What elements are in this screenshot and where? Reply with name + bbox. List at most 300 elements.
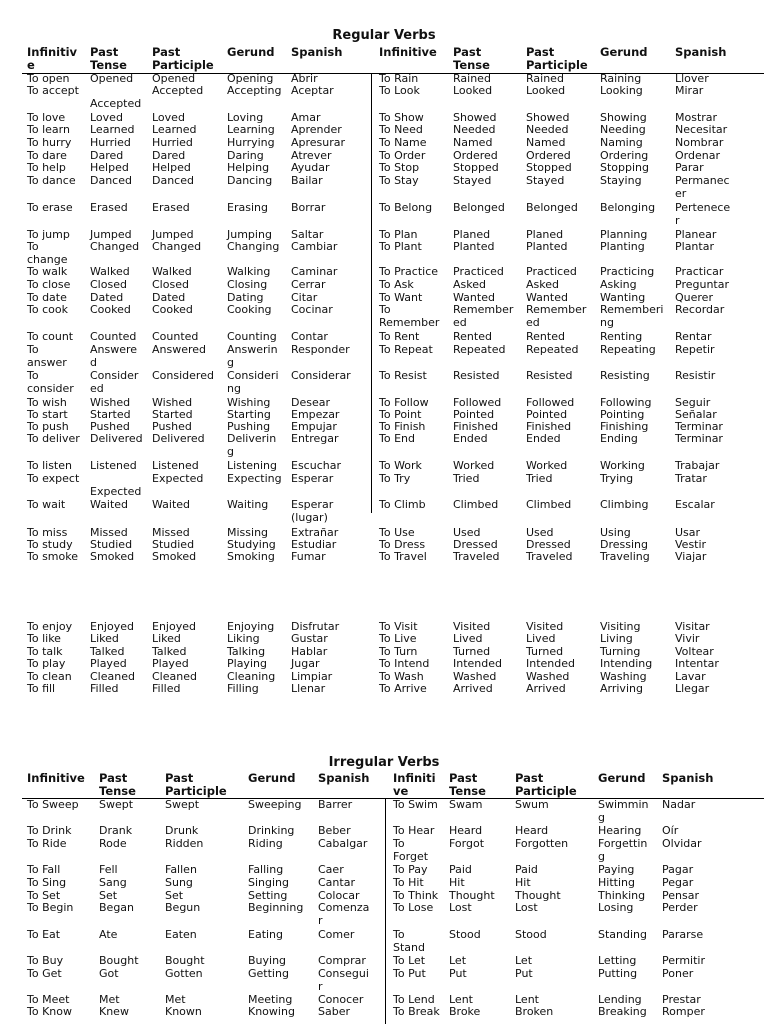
regular-left-row-cell: Counted <box>90 330 137 343</box>
regular-right-row-cell: Remember ed <box>526 303 587 329</box>
header-left-past-participle: Past Participle <box>152 45 214 72</box>
irregular-left-row-cell: Set <box>99 889 118 902</box>
regular-left-row-cell: To jump <box>27 228 70 241</box>
regular-right-row-cell: Dressed <box>526 538 571 551</box>
regular-left-row-cell: Atrever <box>291 149 332 162</box>
regular-right-row-cell: Finished <box>453 420 499 433</box>
header-left-gerund: Gerund <box>227 45 275 59</box>
regular-right-row-cell: Señalar <box>675 408 717 421</box>
regular-left-row-cell: Jumping <box>227 228 272 241</box>
irregular-right-row-cell: Let <box>449 954 467 967</box>
regular-left-row-cell: Abrir <box>291 72 318 85</box>
regular-right-row-cell: Using <box>600 526 631 539</box>
regular-right-row-cell: To Plan <box>379 228 418 241</box>
regular-left-row-cell: Desear <box>291 396 330 409</box>
regular-left-row-cell: To accept <box>27 84 79 97</box>
regular-left-row-cell: Opening <box>227 72 274 85</box>
regular-left-row-cell: Cerrar <box>291 278 326 291</box>
regular-right-row-cell: Named <box>453 136 493 149</box>
regular-left-row-cell: Learning <box>227 123 275 136</box>
regular-right-row-cell: Llegar <box>675 682 710 695</box>
header-left-spanish: Spanish <box>291 45 343 59</box>
regular-right-row-cell: Showed <box>453 111 497 124</box>
regular-right-row-cell: Living <box>600 632 633 645</box>
regular-right-row-cell: Traveled <box>526 550 573 563</box>
regular-right-row-cell: Ordenar <box>675 149 720 162</box>
regular-left-row-cell: Jugar <box>291 657 320 670</box>
irregular-right-row-cell: Lending <box>598 993 642 1006</box>
regular-left-row-cell: Expected <box>152 472 204 485</box>
regular-right-row-cell: Dressing <box>600 538 648 551</box>
regular-left-row-cell: Hurried <box>152 136 193 149</box>
regular-left-row-cell: Amar <box>291 111 321 124</box>
regular-left-row-cell: Dared <box>90 149 124 162</box>
regular-right-row-cell: Looking <box>600 84 643 97</box>
regular-right-row-cell: Belonged <box>453 201 505 214</box>
regular-left-row-cell: Contar <box>291 330 328 343</box>
regular-right-row-cell: Tratar <box>675 472 707 485</box>
regular-left-row-cell: Filled <box>152 682 181 695</box>
regular-left-row-cell: Closed <box>152 278 189 291</box>
regular-left-row-cell: To help <box>27 161 66 174</box>
regular-right-row-cell: Rained <box>526 72 564 85</box>
irregular-right-row-cell: Thought <box>515 889 561 902</box>
regular-left-row-cell: Hurrying <box>227 136 275 149</box>
irregular-header-right-past-tense: Past Tense <box>449 771 486 798</box>
regular-right-row-cell: Looked <box>453 84 493 97</box>
irregular-right-row-cell: To Stand <box>393 928 425 954</box>
regular-left-row-cell: Considered <box>152 369 214 382</box>
regular-left-row-cell: To open <box>27 72 70 85</box>
regular-right-row-cell: Ended <box>453 432 488 445</box>
irregular-right-row-cell: To Hit <box>393 876 424 889</box>
irregular-right-row-cell: To Let <box>393 954 426 967</box>
regular-left-row-cell: Considerar <box>291 369 351 382</box>
irregular-right-row-cell: Swum <box>515 798 549 811</box>
irregular-right-row-cell: Put <box>449 967 467 980</box>
regular-right-row-cell: Ended <box>526 432 561 445</box>
regular-left-row-cell: Helping <box>227 161 270 174</box>
irregular-left-row-cell: Comer <box>318 928 355 941</box>
regular-right-row-cell: Traveling <box>600 550 650 563</box>
irregular-right-row-cell: Lent <box>449 993 473 1006</box>
regular-right-row-cell: Turned <box>453 645 491 658</box>
irregular-right-row-cell: Forgot <box>449 837 485 850</box>
irregular-right-row-cell: Hit <box>515 876 531 889</box>
regular-right-row-cell: Necesitar <box>675 123 728 136</box>
regular-left-row-cell: Disfrutar <box>291 620 340 633</box>
irregular-left-row-cell: Conocer <box>318 993 364 1006</box>
regular-left-row-cell: Pushed <box>152 420 192 433</box>
regular-left-row-cell: Helped <box>90 161 129 174</box>
irregular-left-row-cell: Knew <box>99 1005 129 1018</box>
regular-right-row-cell: Pointing <box>600 408 645 421</box>
regular-left-row-cell: Waiting <box>227 498 269 511</box>
irregular-right-row-cell: Thinking <box>598 889 646 902</box>
irregular-left-row-cell: Barrer <box>318 798 353 811</box>
regular-right-row-cell: To Finish <box>379 420 426 433</box>
regular-left-row-cell: Answered <box>152 343 207 356</box>
regular-left-row-cell: Caminar <box>291 265 338 278</box>
regular-left-row-cell: Wished <box>152 396 193 409</box>
regular-right-row-cell: To Order <box>379 149 426 162</box>
regular-left-row-cell: Ayudar <box>291 161 330 174</box>
regular-left-row-cell: Talking <box>227 645 266 658</box>
irregular-right-row-cell: Stood <box>449 928 481 941</box>
regular-left-row-cell: Pushed <box>90 420 130 433</box>
regular-right-row-cell: Vestir <box>675 538 707 551</box>
regular-left-row-cell: Wished <box>90 396 131 409</box>
irregular-left-row-cell: Met <box>165 993 186 1006</box>
irregular-header-right-infinitive: Infiniti ve <box>393 771 436 798</box>
irregular-left-row-cell: To Get <box>27 967 62 980</box>
regular-right-row-cell: Working <box>600 459 645 472</box>
regular-left-row-cell: Danced <box>152 174 194 187</box>
irregular-left-row-cell: Sang <box>99 876 127 889</box>
regular-right-row-cell: Needed <box>526 123 569 136</box>
irregular-left-row-cell: Drunk <box>165 824 199 837</box>
irregular-right-row-cell: To Lend <box>393 993 435 1006</box>
irregular-left-row-cell: Eaten <box>165 928 197 941</box>
regular-right-row-cell: Rented <box>453 330 492 343</box>
irregular-right-row-cell: To Swim <box>393 798 438 811</box>
irregular-header-left-spanish: Spanish <box>318 771 370 785</box>
irregular-right-row-cell: Heard <box>515 824 549 837</box>
regular-right-row-cell: To Intend <box>379 657 430 670</box>
regular-right-row-cell: Climbed <box>453 498 499 511</box>
regular-right-row-cell: Showing <box>600 111 647 124</box>
regular-left-row-cell: Apresurar <box>291 136 346 149</box>
irregular-right-row-cell: To Lose <box>393 901 434 914</box>
regular-left-row-cell: Closing <box>227 278 268 291</box>
irregular-left-row-cell: Beber <box>318 824 351 837</box>
regular-left-row-cell: Delivered <box>90 432 143 445</box>
regular-right-row-cell: Needed <box>453 123 496 136</box>
regular-right-row-cell: To Stop <box>379 161 420 174</box>
regular-right-row-cell: Terminar <box>675 432 723 445</box>
regular-right-row-cell: To Look <box>379 84 420 97</box>
irregular-right-row-cell: Lost <box>449 901 472 914</box>
regular-right-row-cell: Pertenece r <box>675 201 731 227</box>
regular-left-row-cell: Cocinar <box>291 303 333 316</box>
regular-right-row-cell: Intending <box>600 657 653 670</box>
regular-right-row-cell: To Ask <box>379 278 414 291</box>
regular-right-row-cell: Permanec er <box>675 174 730 200</box>
regular-left-row-cell: Studied <box>90 538 133 551</box>
irregular-right-row-cell: Lent <box>515 993 539 1006</box>
regular-right-row-cell: Practiced <box>453 265 504 278</box>
regular-right-row-cell: Showed <box>526 111 570 124</box>
regular-left-row-cell: Pushing <box>227 420 271 433</box>
regular-right-row-cell: Staying <box>600 174 642 187</box>
regular-left-row-cell: To miss <box>27 526 68 539</box>
regular-left-row-cell: Jumped <box>90 228 132 241</box>
irregular-left-row-cell: Knowing <box>248 1005 295 1018</box>
regular-left-row-cell: Fumar <box>291 550 326 563</box>
irregular-left-row-cell: Met <box>99 993 120 1006</box>
regular-left-row-cell: Expecting <box>227 472 282 485</box>
header-right-infinitive: Infinitive <box>379 45 437 59</box>
regular-left-row-cell: Closed <box>90 278 127 291</box>
regular-right-row-cell: Repetir <box>675 343 715 356</box>
irregular-right-row-cell: To Pay <box>393 863 428 876</box>
irregular-left-row-cell: Begun <box>165 901 201 914</box>
regular-right-row-cell: Rememberi ng <box>600 303 664 329</box>
regular-left-row-cell: Wishing <box>227 396 271 409</box>
irregular-left-row-cell: Buying <box>248 954 287 967</box>
regular-right-row-cell: Preguntar <box>675 278 729 291</box>
regular-right-row-cell: To Need <box>379 123 423 136</box>
irregular-right-row-cell: Let <box>515 954 533 967</box>
regular-right-row-cell: Arrived <box>453 682 493 695</box>
regular-left-row-cell: Llenar <box>291 682 326 695</box>
regular-left-row-cell: Waited <box>152 498 191 511</box>
regular-right-row-cell: Terminar <box>675 420 723 433</box>
regular-left-row-cell: Loved <box>152 111 185 124</box>
regular-right-row-cell: Stayed <box>526 174 565 187</box>
regular-left-row-cell: Erasing <box>227 201 268 214</box>
irregular-right-row-cell: To Put <box>393 967 426 980</box>
regular-right-row-cell: Used <box>526 526 554 539</box>
regular-left-row-cell: Listening <box>227 459 277 472</box>
irregular-right-row-cell: Oír <box>662 824 679 837</box>
regular-left-row-cell: To dance <box>27 174 76 187</box>
regular-right-row-cell: Plantar <box>675 240 714 253</box>
regular-left-row-cell: Escuchar <box>291 459 341 472</box>
irregular-right-row-cell: Paying <box>598 863 635 876</box>
irregular-right-row-cell: Losing <box>598 901 634 914</box>
regular-right-row-cell: Planting <box>600 240 645 253</box>
regular-right-row-cell: To Work <box>379 459 422 472</box>
irregular-left-row-cell: To Drink <box>27 824 72 837</box>
header-right-past-participle: Past Participle <box>526 45 588 72</box>
regular-left-row-cell: To count <box>27 330 74 343</box>
regular-right-row-cell: Planted <box>526 240 568 253</box>
regular-left-row-cell: Limpiar <box>291 670 333 683</box>
regular-right-row-cell: Renting <box>600 330 643 343</box>
regular-left-row-cell: Danced <box>90 174 132 187</box>
regular-right-row-cell: Wanting <box>600 291 646 304</box>
regular-left-row-cell: Smoking <box>227 550 275 563</box>
regular-right-row-cell: Usar <box>675 526 701 539</box>
irregular-right-row-cell: Breaking <box>598 1005 647 1018</box>
regular-right-row-cell: To Travel <box>379 550 427 563</box>
regular-left-row-cell: Started <box>152 408 193 421</box>
regular-left-row-cell: Cooked <box>152 303 193 316</box>
irregular-right-row-cell: Pegar <box>662 876 694 889</box>
regular-right-row-cell: Turned <box>526 645 564 658</box>
header-right-gerund: Gerund <box>600 45 648 59</box>
regular-left-row-cell: To cook <box>27 303 68 316</box>
regular-right-row-cell: To Resist <box>379 369 427 382</box>
regular-right-row-cell: Recordar <box>675 303 725 316</box>
regular-right-row-cell: Repeated <box>526 343 579 356</box>
regular-left-row-cell: Cleaned <box>90 670 135 683</box>
regular-right-row-cell: Arriving <box>600 682 643 695</box>
irregular-left-row-cell: Rode <box>99 837 127 850</box>
regular-left-row-cell: Esperar (lugar) <box>291 498 334 524</box>
regular-right-row-cell: Following <box>600 396 652 409</box>
regular-left-row-cell: Answere d <box>90 343 138 369</box>
irregular-left-row-cell: Ate <box>99 928 118 941</box>
regular-right-row-cell: Nombrar <box>675 136 724 149</box>
irregular-left-row-cell: To Know <box>27 1005 72 1018</box>
irregular-left-row-cell: Got <box>99 967 119 980</box>
regular-left-row-cell: Played <box>90 657 127 670</box>
irregular-right-row-cell: Stood <box>515 928 547 941</box>
irregular-left-row-cell: To Meet <box>27 993 70 1006</box>
irregular-left-row-cell: Comprar <box>318 954 366 967</box>
regular-left-row-cell: Starting <box>227 408 271 421</box>
irregular-right-row-cell: Letting <box>598 954 637 967</box>
irregular-header-left-past-participle: Past Participle <box>165 771 227 798</box>
regular-right-row-cell: Resisted <box>453 369 500 382</box>
regular-right-row-cell: Dressed <box>453 538 498 551</box>
irregular-left-row-cell: Gotten <box>165 967 203 980</box>
regular-left-row-cell: Smoked <box>152 550 197 563</box>
regular-left-row-cell: Listened <box>90 459 137 472</box>
regular-left-row-cell: Responder <box>291 343 350 356</box>
regular-left-row-cell: Hurried <box>90 136 131 149</box>
regular-right-row-cell: Repeated <box>453 343 506 356</box>
regular-left-row-cell: Filled <box>90 682 119 695</box>
regular-left-row-cell: To love <box>27 111 66 124</box>
irregular-left-row-cell: Saber <box>318 1005 350 1018</box>
irregular-right-row-cell: Swam <box>449 798 483 811</box>
irregular-right-row-cell: Forgettin g <box>598 837 648 863</box>
regular-left-row-cell: Gustar <box>291 632 328 645</box>
regular-right-row-cell: Escalar <box>675 498 715 511</box>
regular-right-row-cell: Raining <box>600 72 642 85</box>
regular-right-row-cell: Visited <box>453 620 491 633</box>
regular-right-row-cell: Llover <box>675 72 709 85</box>
regular-right-row-cell: Practiced <box>526 265 577 278</box>
regular-right-row-cell: Practicing <box>600 265 655 278</box>
regular-left-row-cell: Played <box>152 657 189 670</box>
regular-left-row-cell: Waited <box>90 498 129 511</box>
regular-left-row-cell: Liked <box>152 632 181 645</box>
regular-left-row-cell: Dancing <box>227 174 273 187</box>
irregular-header-left-gerund: Gerund <box>248 771 296 785</box>
regular-left-row-cell: Empezar <box>291 408 340 421</box>
regular-left-row-cell: Erased <box>90 201 128 214</box>
regular-left-row-cell: Accepting <box>227 84 282 97</box>
regular-left-row-cell: To enjoy <box>27 620 73 633</box>
regular-verbs-title: Regular Verbs <box>332 28 436 43</box>
irregular-right-row-cell: Thought <box>449 889 495 902</box>
irregular-header-left-past-tense: Past Tense <box>99 771 136 798</box>
irregular-right-row-cell: Pagar <box>662 863 694 876</box>
regular-right-row-cell: Intentar <box>675 657 719 670</box>
regular-right-row-cell: To Practice <box>379 265 439 278</box>
regular-right-row-cell: Intended <box>453 657 503 670</box>
regular-right-row-cell: Worked <box>526 459 568 472</box>
regular-left-row-cell: Bailar <box>291 174 323 187</box>
regular-left-row-cell: To dare <box>27 149 67 162</box>
regular-right-row-cell: To Use <box>379 526 415 539</box>
regular-right-row-cell: Followed <box>453 396 502 409</box>
regular-left-row-cell: Learned <box>152 123 197 136</box>
regular-left-row-cell: Enjoyed <box>90 620 134 633</box>
regular-right-row-cell: Stayed <box>453 174 492 187</box>
header-right-past-tense: Past Tense <box>453 45 490 72</box>
regular-right-row-cell: To Follow <box>379 396 429 409</box>
irregular-left-row-cell: Drinking <box>248 824 295 837</box>
regular-right-row-cell: Finished <box>526 420 572 433</box>
regular-right-row-cell: Pointed <box>453 408 495 421</box>
regular-right-row-cell: Stopped <box>526 161 572 174</box>
regular-left-row-cell: To start <box>27 408 68 421</box>
regular-right-row-cell: Stopped <box>453 161 499 174</box>
regular-right-row-cell: Climbed <box>526 498 572 511</box>
regular-right-row-cell: Asked <box>526 278 559 291</box>
regular-right-row-cell: Belonging <box>600 201 656 214</box>
irregular-left-row-cell: Getting <box>248 967 289 980</box>
regular-left-row-cell: Deliverin g <box>227 432 277 458</box>
regular-left-row-cell: To wish <box>27 396 67 409</box>
regular-left-row-cell: To consider <box>27 369 74 395</box>
regular-right-row-cell: Worked <box>453 459 495 472</box>
irregular-left-row-cell: Riding <box>248 837 283 850</box>
regular-right-row-cell: Resisted <box>526 369 573 382</box>
regular-right-row-cell: Asking <box>600 278 637 291</box>
irregular-header-right-past-participle: Past Participle <box>515 771 577 798</box>
irregular-right-row-cell: To Hear <box>393 824 435 837</box>
regular-left-row-cell: To talk <box>27 645 63 658</box>
regular-right-row-cell: To Name <box>379 136 427 149</box>
irregular-left-row-cell: Cantar <box>318 876 355 889</box>
irregular-left-row-cell: To Set <box>27 889 61 902</box>
regular-right-row-cell: Intended <box>526 657 576 670</box>
regular-left-row-cell: To wait <box>27 498 66 511</box>
regular-right-row-cell: Belonged <box>526 201 578 214</box>
regular-left-row-cell: Dating <box>227 291 264 304</box>
irregular-left-row-cell: Eating <box>248 928 284 941</box>
irregular-left-row-cell: Known <box>165 1005 202 1018</box>
irregular-right-row-cell: To Forget <box>393 837 429 863</box>
irregular-left-row-cell: Swept <box>99 798 134 811</box>
regular-right-row-cell: Resisting <box>600 369 650 382</box>
irregular-left-row-cell: Singing <box>248 876 290 889</box>
regular-right-row-cell: To Show <box>379 111 424 124</box>
regular-left-row-cell: Aprender <box>291 123 342 136</box>
regular-right-row-cell: Querer <box>675 291 713 304</box>
regular-left-row-cell: Cooking <box>227 303 272 316</box>
irregular-right-row-cell: Olvidar <box>662 837 702 850</box>
regular-right-row-cell: Turning <box>600 645 641 658</box>
regular-right-row-cell: Repeating <box>600 343 656 356</box>
regular-left-row-cell: Enjoyed <box>152 620 196 633</box>
regular-right-row-cell: To Point <box>379 408 422 421</box>
regular-right-row-cell: Used <box>453 526 481 539</box>
regular-right-row-cell: To Want <box>379 291 423 304</box>
irregular-left-row-cell: Consegui r <box>318 967 369 993</box>
regular-right-row-cell: Parar <box>675 161 704 174</box>
irregular-column-divider <box>385 798 386 1024</box>
regular-right-row-cell: Washed <box>453 670 497 683</box>
irregular-left-row-cell: Began <box>99 901 135 914</box>
regular-right-row-cell: Visited <box>526 620 564 633</box>
irregular-right-row-cell: Broke <box>449 1005 481 1018</box>
regular-right-row-cell: Seguir <box>675 396 711 409</box>
irregular-left-row-cell: Bought <box>99 954 139 967</box>
regular-right-row-cell: Pointed <box>526 408 568 421</box>
regular-left-row-cell: Daring <box>227 149 264 162</box>
regular-right-row-cell: Ordered <box>526 149 571 162</box>
regular-left-row-cell: Citar <box>291 291 318 304</box>
regular-left-row-cell: To study <box>27 538 73 551</box>
regular-right-row-cell: Trabajar <box>675 459 720 472</box>
